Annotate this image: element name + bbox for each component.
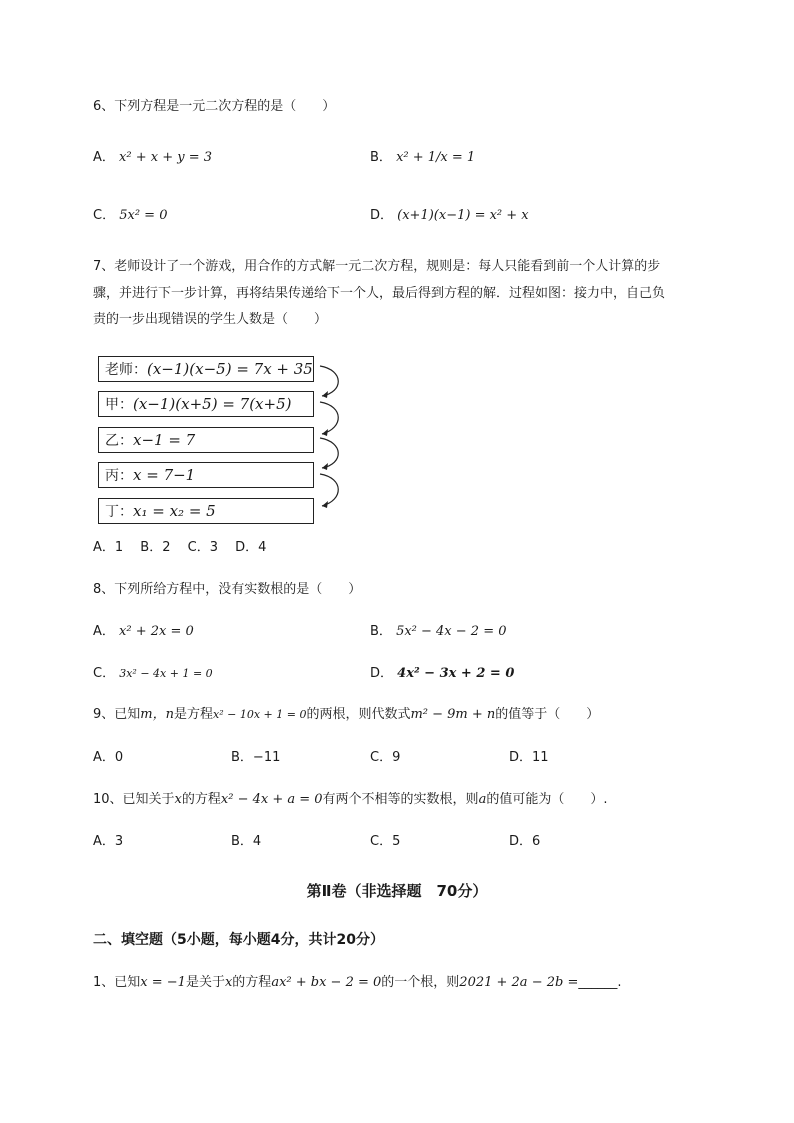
option-value: 6	[532, 834, 541, 849]
q9-expression: m² − 9m + n	[410, 707, 496, 722]
option-label: C．	[370, 834, 393, 849]
option-label: C．	[370, 750, 393, 765]
q7-options: A．1 B．2 C．3 D．4	[93, 540, 267, 555]
option-value: 0	[114, 750, 124, 765]
option-label: C．	[93, 208, 116, 223]
q9-equation: x² − 10x + 1 = 0	[213, 708, 307, 721]
option-expr: x² + x + y = 3	[119, 150, 213, 165]
q10-option-c	[370, 832, 400, 852]
q10-option-d	[509, 832, 540, 852]
option-label: A．	[93, 750, 115, 765]
fill1-expression: 2021 + 2a − 2b =	[459, 975, 579, 990]
q10-equation: x² − 4x + a = 0	[220, 792, 323, 807]
q9-stem-c: 的两根，则代数式	[306, 707, 411, 722]
part2-title: 第Ⅱ卷（非选择题 70分）	[306, 882, 488, 900]
q10-stem-a: 10、已知关于	[93, 792, 175, 807]
step-expr: x = 7−1	[133, 466, 196, 484]
option-value: 5	[392, 834, 401, 849]
arrow-1	[320, 366, 338, 396]
fill1-condition: x = −1	[140, 975, 186, 990]
q9-stem-a: 9、已知	[93, 707, 141, 722]
fill1-x: x	[224, 975, 233, 990]
q10-stem-c: 有两个不相等的实数根，则	[322, 792, 479, 807]
option-label: A．	[93, 150, 115, 165]
step-jia	[98, 391, 314, 417]
option-expr: x² + 2x = 0	[119, 624, 194, 639]
arrow-4	[320, 474, 338, 506]
q6-option-b	[370, 148, 475, 168]
q10-option-b	[231, 832, 261, 852]
arrowhead-3	[322, 463, 328, 470]
option-value: 4	[252, 834, 262, 849]
option-value: 3	[114, 834, 124, 849]
q10-stem	[93, 790, 607, 810]
q9-option-a	[93, 748, 123, 768]
option-value: −11	[252, 750, 281, 765]
step-who: 甲：	[105, 397, 133, 413]
arrowhead-2	[322, 429, 328, 436]
q9-option-c	[370, 748, 400, 768]
q8-option-a	[93, 622, 194, 642]
fill1-b: 是关于	[185, 975, 225, 990]
option-expr: 5x² = 0	[119, 208, 168, 223]
step-teacher	[98, 356, 314, 382]
q7-stem-line3: 责的一步出现错误的学生人数是（ ）	[93, 312, 328, 327]
step-expr: x−1 = 7	[133, 431, 196, 449]
q9-stem	[93, 705, 599, 725]
q8-option-b	[370, 622, 507, 642]
fill-section-heading: 二、填空题（5小题，每小题4分，共计20分）	[93, 932, 384, 948]
step-who: 丁：	[105, 504, 133, 520]
q9-stem-b: 是方程	[173, 707, 213, 722]
option-value: 11	[532, 750, 549, 765]
q10-a: a	[478, 792, 487, 807]
fill1-c: 的方程	[232, 975, 272, 990]
q10-option-a	[93, 832, 123, 852]
q6-option-c	[93, 206, 167, 226]
q9-vars: m，n	[140, 707, 174, 722]
option-label: B．	[370, 624, 392, 639]
option-label: C．	[93, 666, 116, 681]
q6-stem: 6、下列方程是一元二次方程的是（ ）	[93, 99, 336, 114]
q10-stem-d: 的值可能为（ ）.	[486, 792, 608, 807]
step-who: 乙：	[105, 433, 133, 449]
fill1-stem	[93, 973, 621, 993]
q10-x: x	[174, 792, 182, 807]
option-expr: 5x² − 4x − 2 = 0	[396, 624, 507, 639]
option-label: D．	[509, 834, 533, 849]
q9-option-b	[231, 748, 280, 768]
step-expr: (x−1)(x−5) = 7x + 35	[147, 360, 313, 378]
option-label: D．	[509, 750, 533, 765]
relay-arrows	[316, 356, 356, 526]
q7-stem-line2: 骤，并进行下一步计算，再将结果传递给下一个人，最后得到方程的解．过程如图：接力中，自己负	[93, 286, 666, 301]
step-expr: (x−1)(x+5) = 7(x+5)	[133, 395, 292, 413]
q8-option-c	[93, 664, 213, 684]
q6-option-d	[370, 206, 529, 226]
option-label: B．	[231, 750, 253, 765]
option-expr: (x+1)(x−1) = x² + x	[397, 208, 529, 223]
step-ding	[98, 498, 314, 524]
step-yi	[98, 427, 314, 453]
fill1-equation: ax² + bx − 2 = 0	[271, 975, 382, 990]
arrow-3	[320, 438, 338, 468]
step-bing	[98, 462, 314, 488]
option-label: B．	[231, 834, 253, 849]
arrow-2	[320, 402, 338, 434]
q10-stem-b: 的方程	[181, 792, 221, 807]
q9-option-d	[509, 748, 549, 768]
step-expr: x₁ = x₂ = 5	[133, 502, 216, 520]
q6-option-a	[93, 148, 212, 168]
q7-stem-line1: 7、老师设计了一个游戏，用合作的方式解一元二次方程，规则是：每人只能看到前一个人计算的步	[93, 259, 661, 274]
arrowhead-4	[322, 501, 328, 508]
step-who: 老师：	[105, 362, 147, 378]
q8-stem: 8、下列所给方程中，没有实数根的是（ ）	[93, 582, 362, 597]
fill1-a: 1、已知	[93, 975, 141, 990]
fill1-blank: ______.	[578, 975, 622, 990]
step-who: 丙：	[105, 468, 133, 484]
option-label: A．	[93, 624, 115, 639]
option-value: 9	[392, 750, 401, 765]
q8-option-d	[370, 664, 514, 684]
q9-stem-d: 的值等于（ ）	[495, 707, 600, 722]
option-label: B．	[370, 150, 392, 165]
option-expr: 3x² − 4x + 1 = 0	[119, 667, 213, 680]
option-label: D．	[370, 666, 394, 681]
option-label: D．	[370, 208, 394, 223]
option-label: A．	[93, 834, 115, 849]
option-expr: 4x² − 3x + 2 = 0	[397, 666, 515, 681]
fill1-d: 的一个根，则	[381, 975, 460, 990]
arrowhead-1	[322, 391, 328, 398]
option-expr: x² + 1/x = 1	[396, 150, 476, 165]
